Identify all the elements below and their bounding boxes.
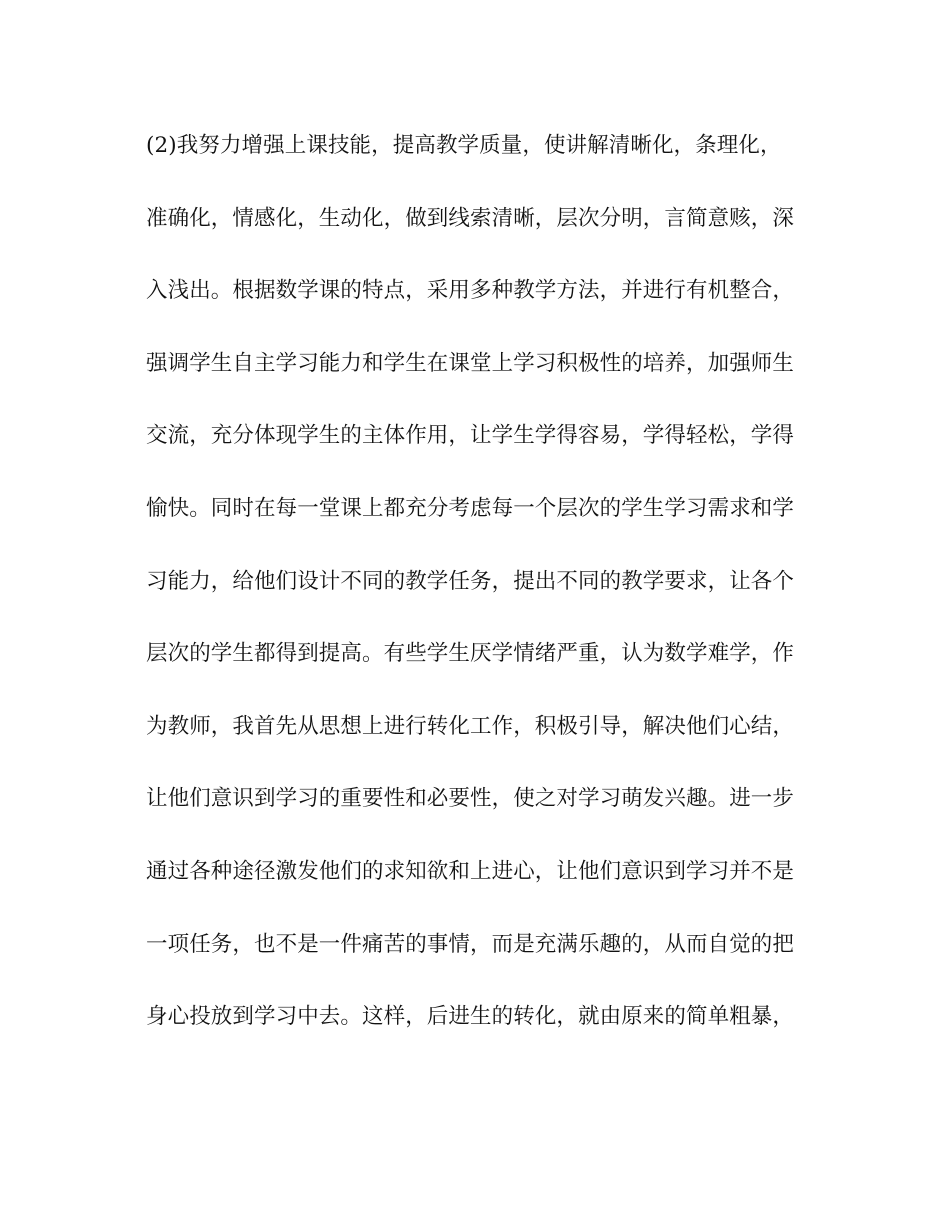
text-line-10: 让他们意识到学习的重要性和必要性，使之对学习萌发兴趣。进一步 bbox=[146, 786, 795, 812]
text-line-2: 准确化，情感化，生动化，做到线索清晰，层次分明，言简意赅，深 bbox=[146, 205, 795, 231]
text-line-5: 交流，充分体现学生的主体作用，让学生学得容易，学得轻松，学得 bbox=[146, 423, 795, 449]
text-line-11: 通过各种途径激发他们的求知欲和上进心，让他们意识到学习并不是 bbox=[146, 858, 795, 884]
text-line-6: 愉快。同时在每一堂课上都充分考虑每一个层次的学生学习需求和学 bbox=[146, 495, 795, 521]
text-line-3: 入浅出。根据数学课的特点，采用多种教学方法，并进行有机整合， bbox=[146, 278, 795, 304]
text-line-8: 层次的学生都得到提高。有些学生厌学情绪严重，认为数学难学，作 bbox=[146, 641, 795, 667]
text-line-9: 为教师，我首先从思想上进行转化工作，积极引导，解决他们心结， bbox=[146, 713, 795, 739]
paragraph bbox=[146, 126, 810, 1070]
text-line-13: 身心投放到学习中去。这样，后进生的转化，就由原来的简单粗暴， bbox=[146, 1004, 795, 1030]
text-line-7: 习能力，给他们设计不同的教学任务，提出不同的教学要求，让各个 bbox=[146, 568, 795, 594]
text-line-12: 一项任务，也不是一件痛苦的事情，而是充满乐趣的，从而自觉的把 bbox=[146, 931, 795, 957]
text-line-4: 强调学生自主学习能力和学生在课堂上学习积极性的培养，加强师生 bbox=[146, 350, 795, 376]
text-line-1: (2)我努力增强上课技能，提高教学质量，使讲解清晰化，条理化， bbox=[146, 133, 782, 158]
